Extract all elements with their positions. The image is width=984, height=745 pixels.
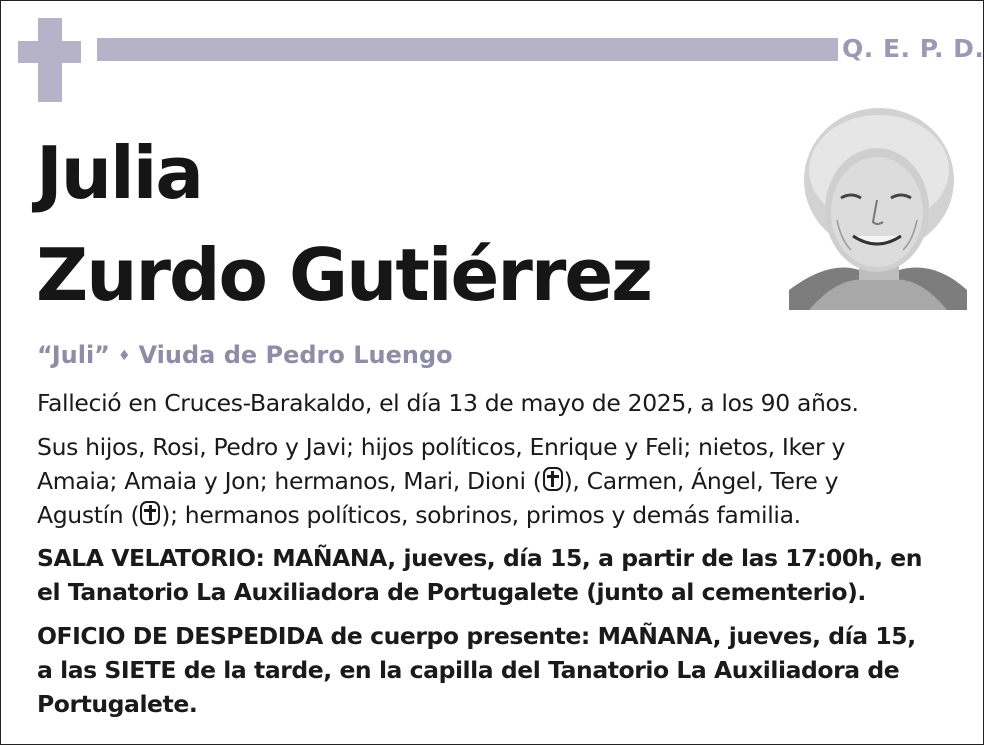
service-paragraph: OFICIO DE DESPEDIDA de cuerpo presente: MAÑANA, jueves, día 15, a las SIETE de la tarde, en la capilla del Tanatorio La Auxiliadora de Portugalete. [37,622,916,718]
widow-of: Viuda de Pedro Luengo [138,341,453,369]
small-cross-icon [140,501,160,525]
header-rule [97,38,838,61]
surnames: Zurdo Gutiérrez [36,233,652,317]
small-cross-icon [543,467,563,491]
diamond-separator: ♦ [117,348,131,364]
family-paragraph: Sus hijos, Rosi, Pedro y Javi; hijos políticos, Enrique y Feli; nietos, Iker y Amaia; Amaia y Jon; hermanos, Mari, Dioni ( ), Carmen, Ángel, Tere y Agustín ( ); hermanos políticos, sobrinos, primos y demás familia. [37,433,845,529]
wake-paragraph: SALA VELATORIO: MAÑANA, jueves, día 15, a partir de las 17:00h, en el Tanatorio La Auxiliadora de Portugalete (junto al cementerio). [37,544,923,606]
nickname: “Juli” [37,341,110,369]
first-name: Julia [36,131,202,215]
portrait-photo [789,100,967,310]
cross-icon [18,18,81,102]
death-notice: Falleció en Cruces-Barakaldo, el día 13 de mayo de 2025, a los 90 años. [37,389,859,417]
qepd-label: Q. E. P. D. [842,34,984,63]
subtitle [37,338,453,376]
